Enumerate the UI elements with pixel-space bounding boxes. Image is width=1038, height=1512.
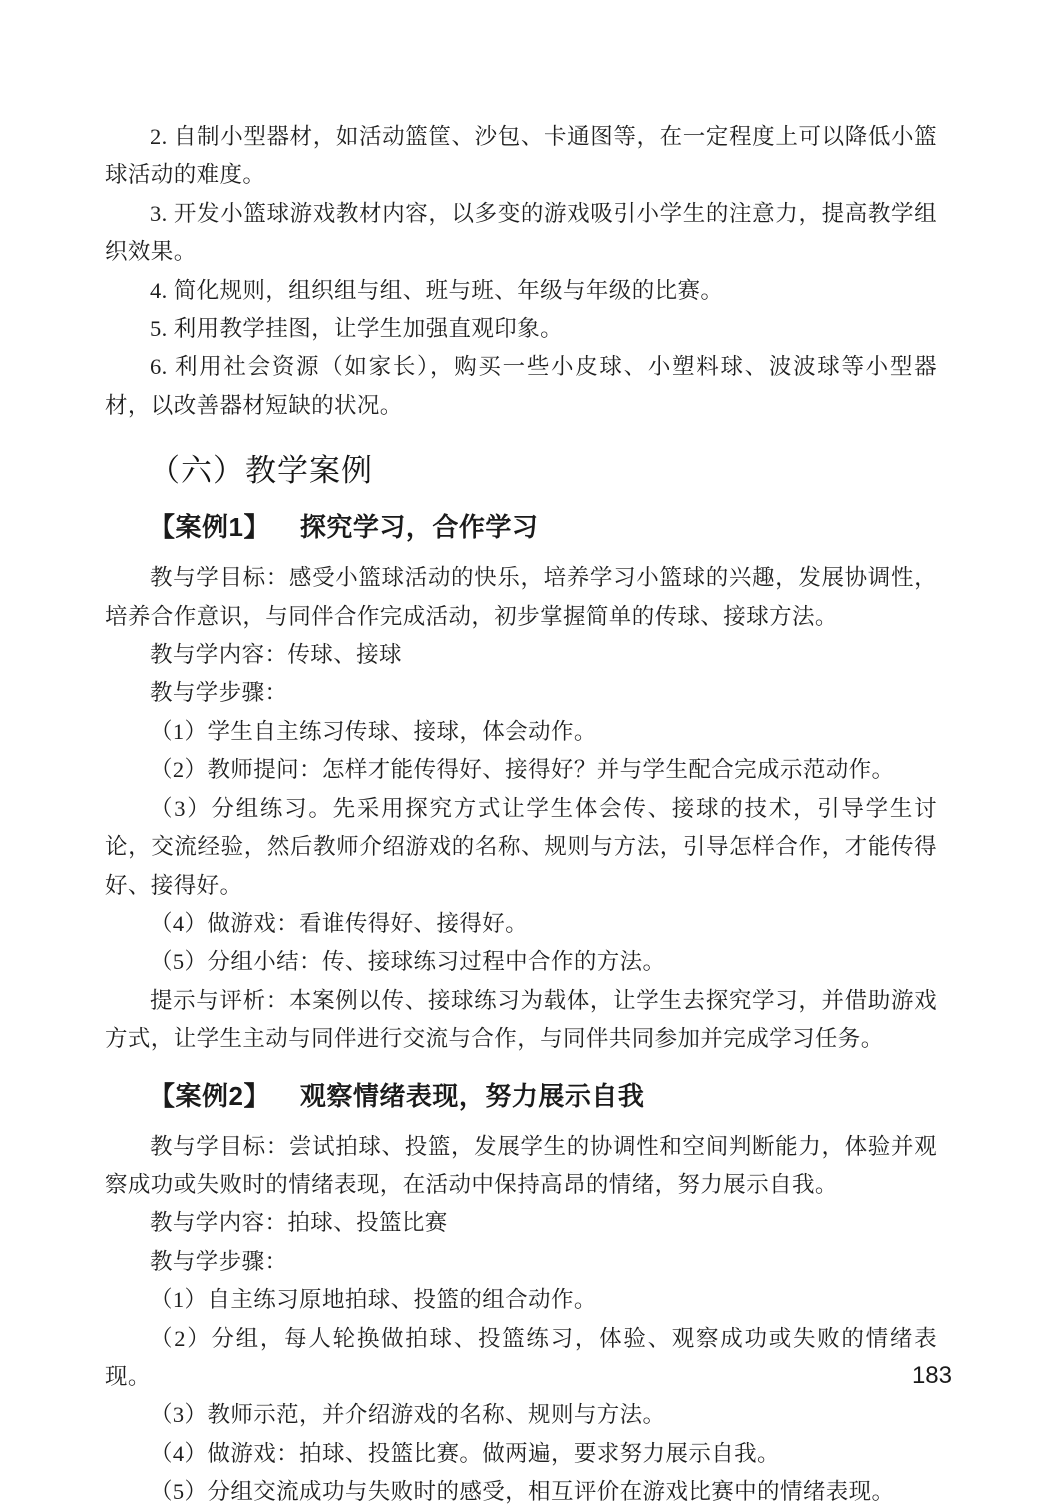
intro-paragraph: 4. 简化规则，组织组与组、班与班、年级与年级的比赛。: [150, 277, 724, 303]
case1-paragraph: （5）分组小结：传、接球练习过程中合作的方法。: [150, 949, 666, 975]
case2-paragraph: 教与学目标：尝试拍球、投篮，发展学生的协调性和空间判断能力，体验并观察成功或失败时的情绪表现，在活动中保持高昂的情绪，努力展示自我。: [105, 1133, 937, 1197]
case2-paragraph: （1）自主练习原地拍球、投篮的组合动作。: [150, 1287, 597, 1313]
case2-paragraph: （3）教师示范，并介绍游戏的名称、规则与方法。: [150, 1402, 666, 1428]
case2-heading: [149, 1076, 937, 1113]
case1-label: 【案例1】: [149, 512, 270, 543]
case1-paragraph: （2）教师提问：怎样才能传得好、接得好？并与学生配合完成示范动作。: [150, 757, 895, 783]
case2-label: 【案例2】: [149, 1080, 270, 1111]
case2-paragraph: 教与学步骤：: [150, 1248, 288, 1274]
case2-paragraph: （5）分组交流成功与失败时的感受，相互评价在游戏比赛中的情绪表现。: [150, 1479, 895, 1505]
case1-paragraph: （1）学生自主练习传球、接球，体会动作。: [150, 718, 597, 744]
case1-paragraph: 教与学目标：感受小篮球活动的快乐，培养学习小篮球的兴趣，发展协调性，培养合作意识，与同伴合作完成活动，初步掌握简单的传球、接球方法。: [105, 565, 937, 629]
intro-paragraph: 2. 自制小型器材，如活动篮筐、沙包、卡通图等，在一定程度上可以降低小篮球活动的难度。: [105, 124, 937, 188]
case1-paragraph: 提示与评析：本案例以传、接球练习为载体，让学生去探究学习，并借助游戏方式，让学生主动与同伴进行交流与合作，与同伴共同参加并完成学习任务。: [105, 987, 937, 1052]
case1-paragraph: 教与学内容：传球、接球: [150, 642, 402, 668]
case1-paragraph: （3）分组练习。先采用探究方式让学生体会传、接球的技术，引导学生讨论，交流经验，然后教师介绍游戏的名称、规则与方法，引导怎样合作，才能传得好、接得好。: [105, 795, 937, 898]
case1-paragraph: （4）做游戏：看谁传得好、接得好。: [150, 910, 529, 936]
page-content: [105, 118, 937, 1512]
section-heading: （六）教学案例: [149, 453, 373, 489]
case2-paragraph: （2）分组，每人轮换做拍球、投篮练习，体验、观察成功或失败的情绪表现。: [105, 1325, 937, 1389]
intro-paragraph: 6. 利用社会资源（如家长），购买一些小皮球、小塑料球、波波球等小型器材，以改善器材短缺的状况。: [105, 354, 937, 418]
case2-paragraph: （4）做游戏：拍球、投篮比赛。做两遍，要求努力展示自我。: [150, 1440, 780, 1466]
case1-paragraph: 教与学步骤：: [150, 680, 288, 706]
case1-heading: [149, 507, 937, 544]
case2-paragraph: 教与学内容：拍球、投篮比赛: [150, 1210, 448, 1236]
case1-title: 探究学习，合作学习: [299, 512, 539, 543]
page-number: 183: [911, 1362, 952, 1389]
case2-title: 观察情绪表现，努力展示自我: [299, 1080, 645, 1111]
intro-paragraph: 5. 利用教学挂图，让学生加强直观印象。: [150, 316, 564, 342]
intro-paragraph: 3. 开发小篮球游戏教材内容，以多变的游戏吸引小学生的注意力，提高教学组织效果。: [105, 200, 937, 265]
